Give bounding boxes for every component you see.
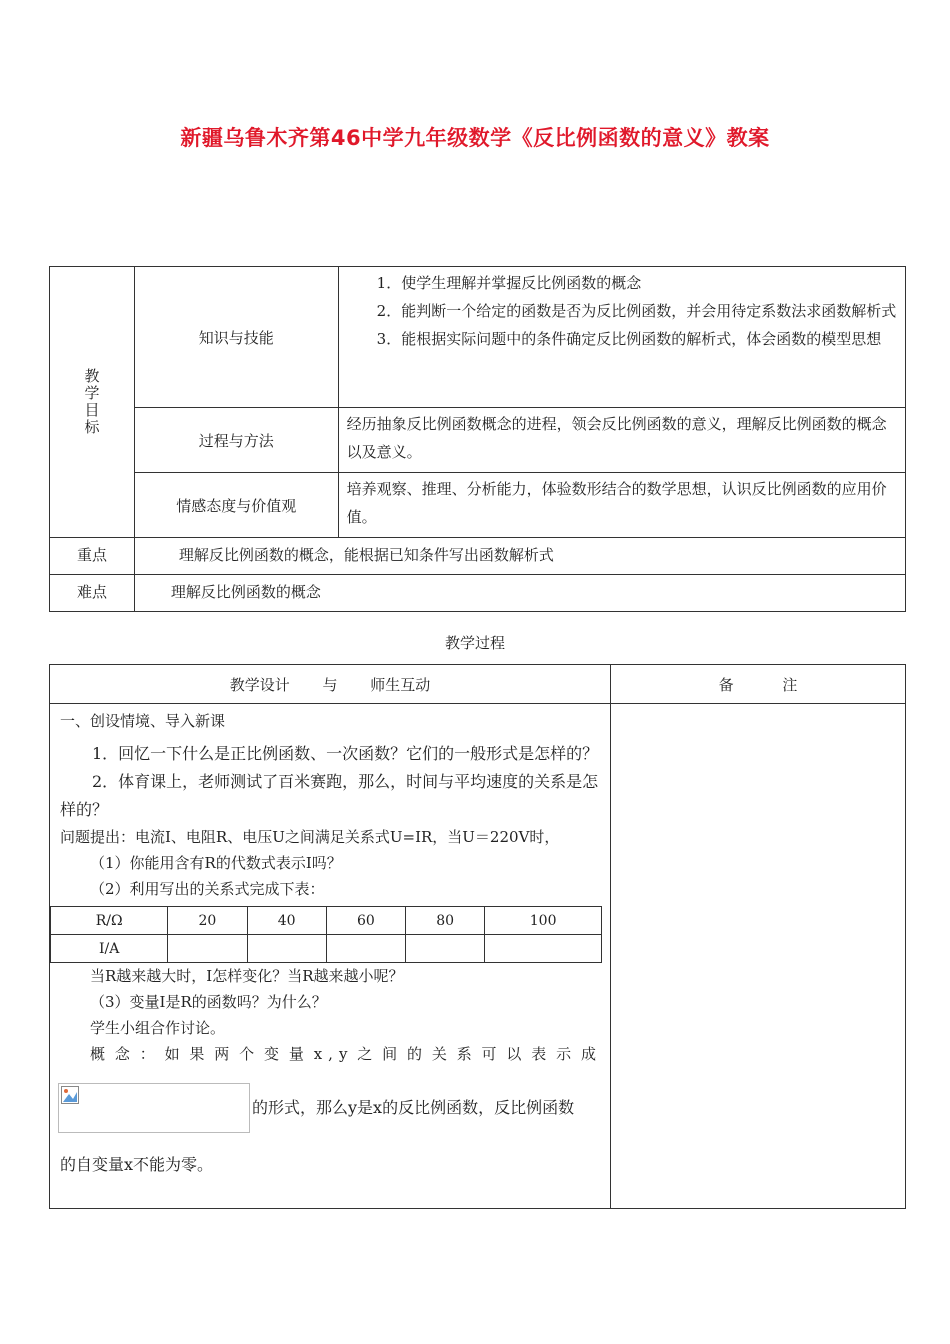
sub-question-1: （1）你能用含有R的代数式表示I吗？ bbox=[90, 854, 342, 872]
header-word: 注 bbox=[782, 675, 798, 694]
category-process: 过程与方法 bbox=[134, 408, 338, 473]
table-cell bbox=[168, 935, 247, 963]
table-cell: R/Ω bbox=[51, 907, 168, 935]
objectives-label bbox=[50, 267, 135, 538]
table-cell bbox=[406, 935, 485, 963]
key-point-text: 理解反比例函数的概念，能根据已知条件写出函数解析式 bbox=[134, 538, 905, 575]
knowledge-items bbox=[338, 267, 905, 408]
table-cell: I/A bbox=[51, 935, 168, 963]
table-cell: 100 bbox=[485, 907, 602, 935]
difficulty-text: 理解反比例函数的概念 bbox=[134, 575, 905, 612]
objectives-table bbox=[49, 266, 906, 612]
resistance-current-table bbox=[50, 906, 602, 963]
notes-cell bbox=[611, 704, 906, 1209]
discussion-note: 学生小组合作讨论。 bbox=[90, 1019, 226, 1037]
concept-formula-row bbox=[60, 1083, 602, 1133]
process-content bbox=[50, 704, 611, 1209]
process-table bbox=[49, 664, 906, 1209]
objective-item: 培养观察、推理、分析能力，体验数形结合的数学思想，认识反比例函数的应用价值。 bbox=[346, 480, 887, 526]
header-word: 与 bbox=[322, 675, 338, 694]
table-cell: 40 bbox=[247, 907, 326, 935]
header-word: 备 bbox=[718, 675, 734, 694]
change-question: 当R越来越大时，I怎样变化？当R越来越小呢？ bbox=[90, 967, 404, 985]
process-header-right bbox=[611, 665, 906, 704]
question-2: 2．体育课上，老师测试了百米赛跑，那么，时间与平均速度的关系是怎样的？ bbox=[60, 772, 599, 819]
table-cell bbox=[485, 935, 602, 963]
problem-statement: 问题提出：电流I、电阻R、电压U之间满足关系式U=IR，当U＝220V时， bbox=[60, 828, 560, 846]
formula-image-placeholder bbox=[58, 1083, 250, 1133]
sub-question-2: （2）利用写出的关系式完成下表： bbox=[90, 880, 325, 898]
objective-item: 1．使学生理解并掌握反比例函数的概念 bbox=[376, 274, 642, 292]
process-header-left bbox=[50, 665, 611, 704]
section-title: 教学过程 bbox=[444, 634, 505, 652]
objectives-label-char: 教 bbox=[84, 367, 100, 385]
page-title: 新疆乌鲁木齐第46中学九年级数学《反比例函数的意义》教案 bbox=[180, 126, 770, 150]
objective-item: 3．能根据实际问题中的条件确定反比例函数的解析式，体会函数的模型思想 bbox=[376, 330, 882, 348]
concept-mid: 的形式，那么y是x的反比例函数，反比例函数 bbox=[252, 1098, 575, 1117]
concept-end: 的自变量x不能为零。 bbox=[60, 1155, 214, 1174]
attitude-items bbox=[338, 473, 905, 538]
objectives-label-char: 目 bbox=[84, 401, 100, 419]
objectives-label-char: 学 bbox=[84, 384, 100, 402]
table-cell: 80 bbox=[406, 907, 485, 935]
table-cell bbox=[326, 935, 405, 963]
objectives-label-char: 标 bbox=[84, 418, 100, 436]
sub-question-3: （3）变量I是R的函数吗？为什么？ bbox=[90, 993, 327, 1011]
concept-start: 概念：如果两个变量x,y之间的关系可以表示成 bbox=[90, 1045, 602, 1063]
difficulty-label: 难点 bbox=[50, 575, 135, 612]
category-attitude: 情感态度与价值观 bbox=[134, 473, 338, 538]
header-word: 师生互动 bbox=[370, 675, 431, 694]
broken-image-icon bbox=[61, 1086, 79, 1104]
table-row bbox=[51, 907, 602, 935]
key-point-label: 重点 bbox=[50, 538, 135, 575]
table-cell: 60 bbox=[326, 907, 405, 935]
table-cell bbox=[247, 935, 326, 963]
question-1: 1．回忆一下什么是正比例函数、一次函数？它们的一般形式是怎样的？ bbox=[92, 744, 599, 763]
header-word: 教学设计 bbox=[229, 675, 290, 694]
objective-item: 2．能判断一个给定的函数是否为反比例函数，并会用待定系数法求函数解析式 bbox=[376, 302, 897, 320]
category-knowledge: 知识与技能 bbox=[134, 267, 338, 408]
table-row bbox=[51, 935, 602, 963]
process-items bbox=[338, 408, 905, 473]
table-cell: 20 bbox=[168, 907, 247, 935]
step-title: 一、创设情境、导入新课 bbox=[60, 712, 226, 730]
objective-item: 经历抽象反比例函数概念的进程，领会反比例函数的意义，理解反比例函数的概念以及意义。 bbox=[346, 415, 887, 461]
